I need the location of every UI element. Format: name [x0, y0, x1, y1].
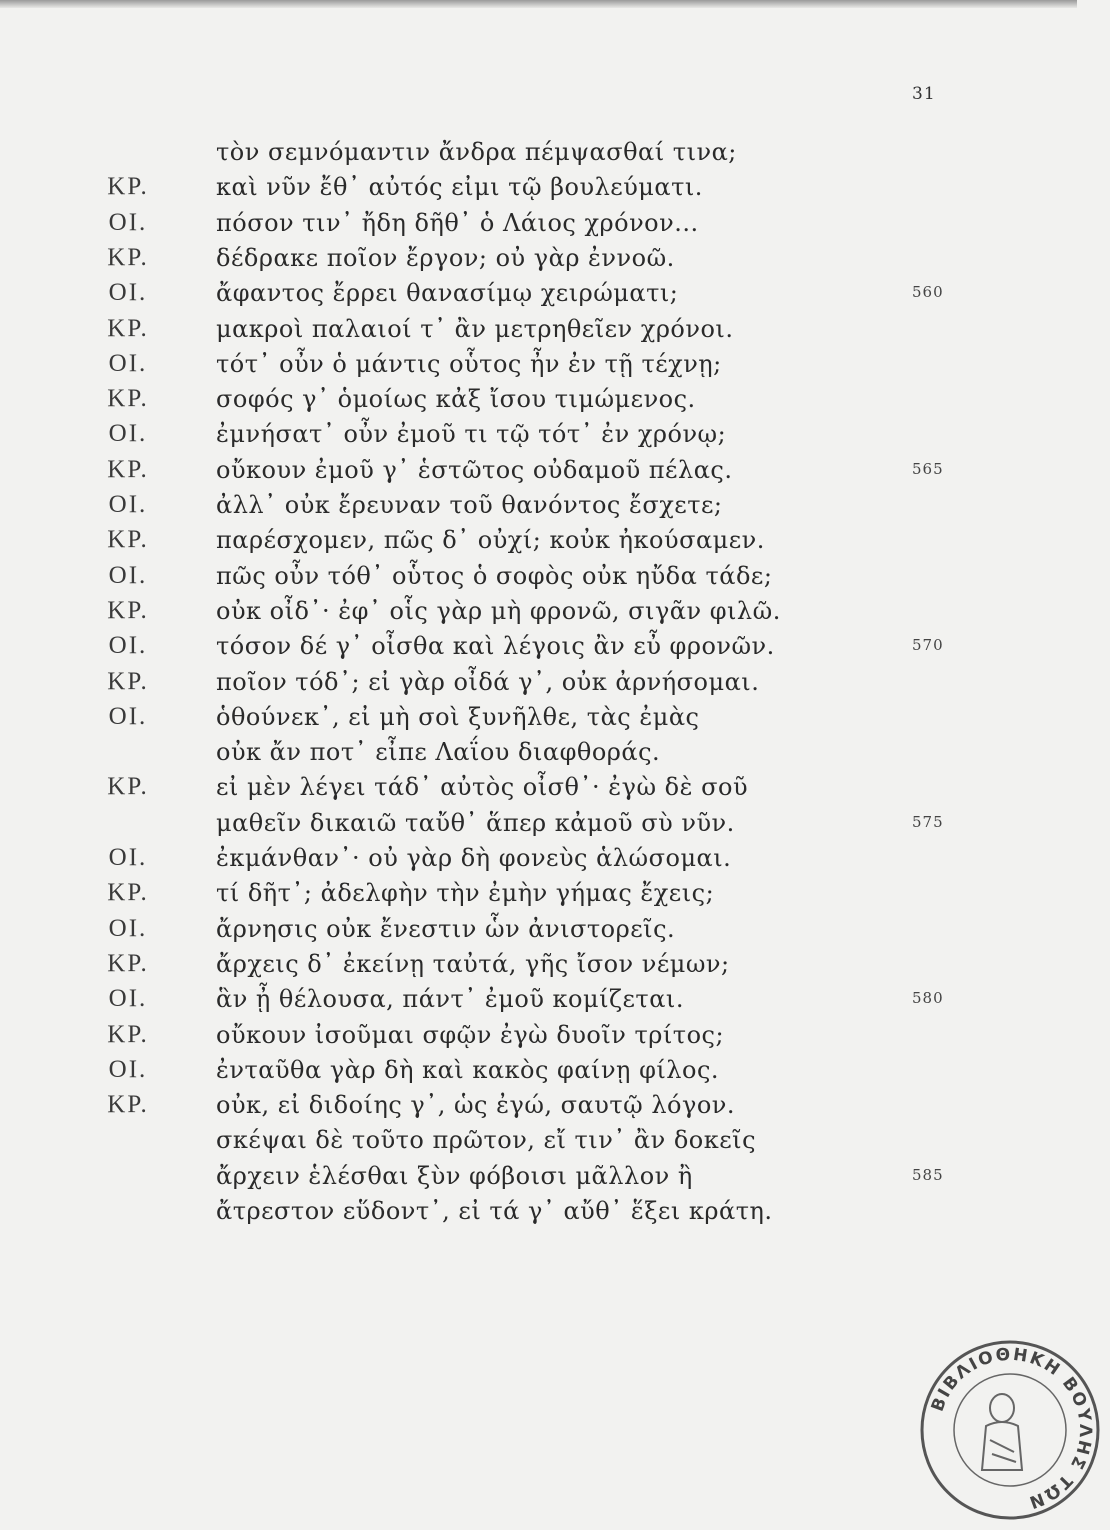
verse-line	[0, 699, 1077, 735]
speaker-label: ΚΡ.	[107, 1020, 149, 1048]
line-number: 575	[912, 812, 944, 831]
verse-line	[0, 346, 1077, 382]
verse-line	[0, 169, 1077, 205]
verse-line	[0, 522, 1077, 558]
speaker-label: ΟΙ.	[108, 208, 148, 236]
verse-text: σκέψαι δὲ τοῦτο πρῶτον, εἴ τιν᾽ ἂν δοκεῖς	[216, 1126, 757, 1155]
verse-text: πόσον τιν᾽ ἤδη δῆθ᾽ ὁ Λάιος χρόνον...	[216, 208, 699, 237]
verse-line	[0, 416, 1077, 452]
speaker-label: ΟΙ.	[108, 702, 148, 730]
speaker-label: ΚΡ.	[107, 596, 149, 624]
speaker-label: ΚΡ.	[107, 314, 149, 342]
speaker-label: ΟΙ.	[108, 985, 148, 1013]
verse-text: ἃν ᾖ θέλουσα, πάντ᾽ ἐμοῦ κομίζεται.	[216, 985, 684, 1014]
verse-line	[0, 1122, 1077, 1158]
speaker-label: ΚΡ.	[107, 667, 149, 695]
verse-text: μακροὶ παλαιοί τ᾽ ἂν μετρηθεῖεν χρόνοι.	[216, 314, 734, 343]
verse-line	[0, 311, 1077, 347]
verse-line	[0, 381, 1077, 417]
verse-line	[0, 911, 1077, 947]
verse-text: οὐκ ἄν ποτ᾽ εἶπε Λαΐου διαφθοράς.	[216, 738, 661, 767]
speaker-label: ΟΙ.	[108, 844, 148, 871]
stamp-text: ΒΙΒΛΙΟΘΗΚΗ ΒΟΥΛΗΣ ΤΩΝ	[927, 1344, 1096, 1513]
speaker-label: ΚΡ.	[107, 526, 149, 554]
verse-line	[0, 205, 1077, 241]
verse-text: δέδρακε ποῖον ἔργον; οὐ γὰρ ἐννοῶ.	[216, 243, 675, 272]
svg-text:ΒΙΒΛΙΟΘΗΚΗ ΒΟΥΛΗΣ ΤΩΝ	[928, 1345, 1095, 1513]
speaker-label: ΟΙ.	[108, 349, 148, 377]
verse-line	[0, 487, 1077, 523]
speaker-label: ΚΡ.	[107, 879, 149, 907]
page-number: 31	[912, 84, 936, 104]
verse-text: παρέσχομεν, πῶς δ᾽ οὐχί; κοὐκ ἠκούσαμεν.	[216, 526, 765, 555]
verse-line	[0, 664, 1077, 700]
verse-line	[0, 275, 1077, 311]
verse-text: ἄρχεις δ᾽ ἐκείνῃ ταὐτά, γῆς ἴσον νέμων;	[216, 949, 730, 978]
verse-text: οὔκουν ἐμοῦ γ᾽ ἑστῶτος οὐδαμοῦ πέλας.	[216, 455, 733, 484]
line-number: 580	[912, 989, 944, 1008]
verse-line	[0, 134, 1077, 170]
verse-line	[0, 628, 1077, 664]
verse-text: ἐμνήσατ᾽ οὖν ἐμοῦ τι τῷ τότ᾽ ἐν χρόνῳ;	[216, 420, 727, 449]
line-number: 560	[912, 283, 944, 302]
verse-text: οὐκ οἶδ᾽· ἐφ᾽ οἷς γὰρ μὴ φρονῶ, σιγᾶν φιλῶ.	[216, 596, 781, 625]
speaker-label: ΟΙ.	[108, 1055, 148, 1083]
page-top-edge	[0, 0, 1077, 8]
verse-line	[0, 1052, 1077, 1088]
verse-line	[0, 981, 1077, 1017]
verse-text: τόσον δέ γ᾽ οἶσθα καὶ λέγοις ἂν εὖ φρονῶν.	[216, 632, 775, 661]
speaker-label: ΚΡ.	[107, 949, 149, 977]
verse-text: ἐνταῦθα γὰρ δὴ καὶ κακὸς φαίνῃ φίλος.	[216, 1055, 720, 1084]
verse-line	[0, 1158, 1077, 1194]
verse-text: ἄρχειν ἑλέσθαι ξὺν φόβοισι μᾶλλον ἢ	[216, 1161, 693, 1190]
speaker-label: ΚΡ.	[107, 173, 149, 201]
verse-text: ἄρνησις οὐκ ἔνεστιν ὧν ἀνιστορεῖς.	[216, 914, 676, 943]
verse-line	[0, 240, 1077, 276]
verse-text: σοφός γ᾽ ὁμοίως κἀξ ἴσου τιμώμενος.	[216, 385, 696, 414]
verse-text: τότ᾽ οὖν ὁ μάντις οὗτος ἦν ἐν τῇ τέχνῃ;	[216, 349, 722, 378]
verse-line	[0, 946, 1077, 982]
verse-text: ποῖον τόδ᾽; εἰ γὰρ οἶδά γ᾽, οὐκ ἀρνήσομαι.	[216, 667, 760, 696]
verse-line	[0, 875, 1077, 911]
speaker-label: ΟΙ.	[108, 561, 148, 589]
speaker-label: ΚΡ.	[107, 385, 149, 413]
verse-line	[0, 805, 1077, 841]
speaker-label: ΚΡ.	[107, 1091, 149, 1119]
verse-text: ἄτρεστον εὕδοντ᾽, εἰ τά γ᾽ αὔθ᾽ ἕξει κράτη.	[216, 1197, 773, 1225]
verse-text: μαθεῖν δικαιῶ ταὔθ᾽ ἅπερ κἀμοῦ σὺ νῦν.	[216, 808, 735, 837]
verse-text: οὔκουν ἰσοῦμαι σφῷν ἐγὼ δυοῖν τρίτος;	[216, 1020, 725, 1049]
verse-line	[0, 452, 1077, 488]
speaker-label: ΚΡ.	[107, 455, 149, 483]
verse-text: ἐκμάνθαν᾽· οὐ γὰρ δὴ φονεὺς ἁλώσομαι.	[216, 844, 732, 872]
verse-line	[0, 1017, 1077, 1053]
verse-line	[0, 769, 1077, 805]
verse-text: εἰ μὲν λέγει τάδ᾽ αὐτὸς οἶσθ᾽· ἐγὼ δὲ σοῦ	[216, 773, 749, 802]
verse-line	[0, 734, 1077, 770]
line-number: 585	[912, 1165, 944, 1184]
verse-text: ἄφαντος ἔρρει θανασίμῳ χειρώματι;	[216, 279, 679, 308]
speaker-label: ΟΙ.	[108, 632, 148, 660]
verse-text: ἀλλ᾽ οὐκ ἔρευναν τοῦ θανόντος ἔσχετε;	[216, 491, 723, 519]
verse-line	[0, 1087, 1077, 1123]
speaker-label: ΟΙ.	[108, 491, 148, 518]
speaker-label: ΟΙ.	[108, 420, 148, 448]
verse-text: τὸν σεμνόμαντιν ἄνδρα πέμψασθαί τινα;	[216, 138, 737, 166]
verse-text: τί δῆτ᾽; ἀδελφὴν τὴν ἐμὴν γήμας ἔχεις;	[216, 879, 715, 908]
verse-line	[0, 558, 1077, 594]
speaker-label: ΟΙ.	[108, 279, 148, 307]
line-number: 565	[912, 459, 944, 478]
verse-text: πῶς οὖν τόθ᾽ οὗτος ὁ σοφὸς οὐκ ηὔδα τάδε;	[216, 561, 773, 590]
verse-line	[0, 1193, 1077, 1229]
verse-text: καὶ νῦν ἔθ᾽ αὐτός εἰμι τῷ βουλεύματι.	[216, 173, 703, 202]
library-stamp	[910, 1330, 1110, 1530]
line-number: 570	[912, 636, 944, 655]
speaker-label: ΚΡ.	[107, 773, 149, 801]
speaker-label: ΟΙ.	[108, 914, 148, 942]
verse-text: οὐκ, εἰ διδοίης γ᾽, ὡς ἐγώ, σαυτῷ λόγον.	[216, 1091, 736, 1120]
stamp-figure	[982, 1394, 1022, 1470]
verse-line	[0, 593, 1077, 629]
verse-text: ὁθούνεκ᾽, εἰ μὴ σοὶ ξυνῆλθε, τὰς ἐμὰς	[216, 702, 700, 731]
verse-line	[0, 840, 1077, 876]
speaker-label: ΚΡ.	[107, 243, 149, 271]
